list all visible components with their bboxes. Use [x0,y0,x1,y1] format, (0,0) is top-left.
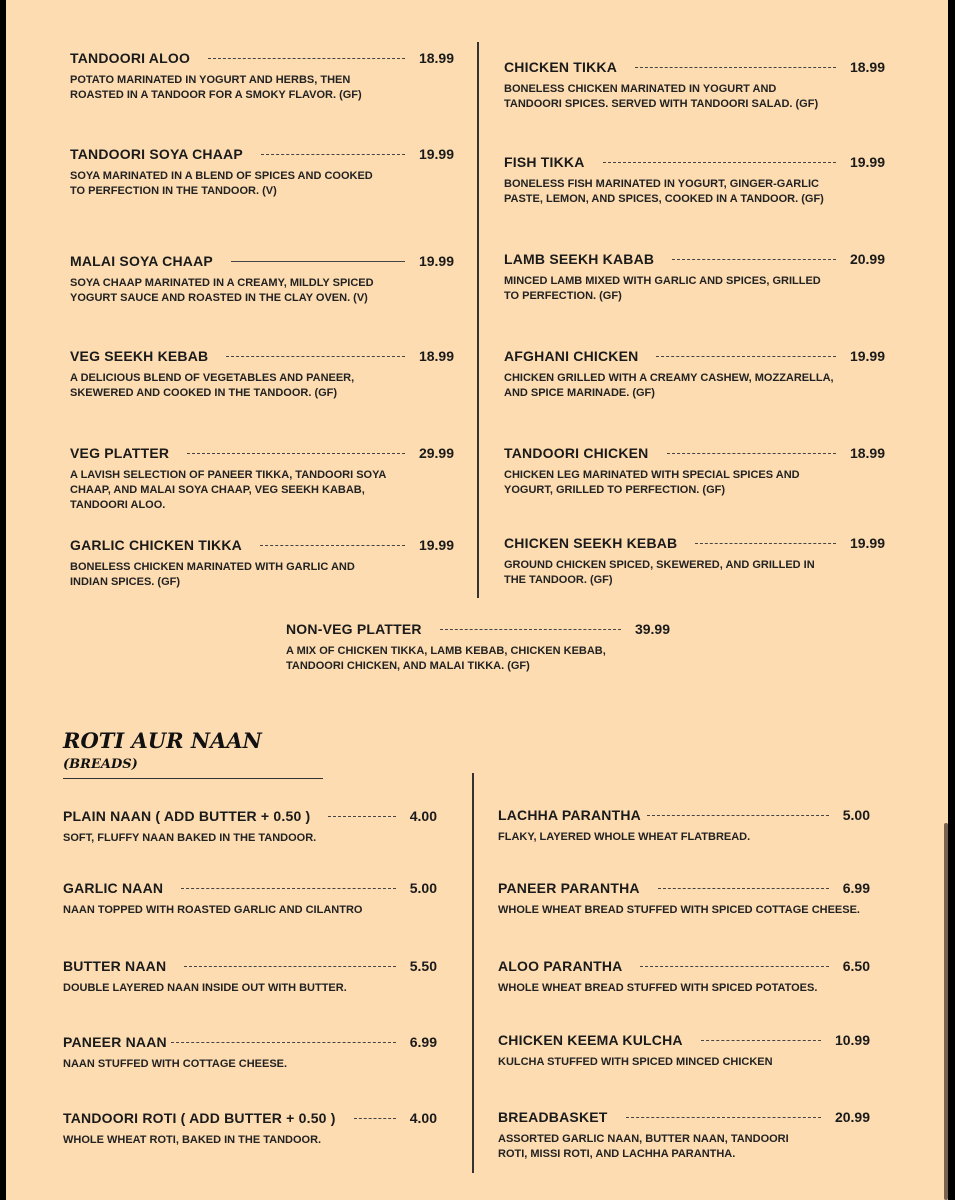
menu-item [63,957,437,996]
menu-item [70,536,454,590]
menu-item [70,252,454,306]
menu-item [498,1031,870,1070]
item-price: 18.99 [849,445,885,461]
item-name: VEG SEEKH KEBAB [70,348,209,364]
menu-page [6,0,948,1200]
item-price: 18.99 [418,348,454,364]
item-description: SOYA CHAAP MARINATED IN A CREAMY, MILDLY SPICED YOGURT SAUCE AND ROASTED IN THE CLAY OVEN. (V) [70,277,374,304]
menu-item [504,153,885,207]
item-price: 19.99 [418,537,454,553]
dotted-leader [658,888,829,889]
item-price: 6.99 [842,880,870,896]
item-name: PANEER PARANTHA [498,880,640,896]
item-price: 4.00 [409,808,437,824]
menu-item [498,806,870,845]
scrollbar-thumb[interactable] [944,823,948,1200]
item-price: 19.99 [418,253,454,269]
item-name: TANDOORI ROTI ( ADD BUTTER + 0.50 ) [63,1110,336,1126]
item-price: 19.99 [849,535,885,551]
item-price: 18.99 [418,50,454,66]
item-name: MALAI SOYA CHAAP [70,253,213,269]
item-name: VEG PLATTER [70,445,170,461]
dotted-leader [260,545,405,546]
column-divider [477,42,479,598]
item-price: 20.99 [834,1109,870,1125]
item-name: NON-VEG PLATTER [286,621,422,637]
item-name: BREADBASKET [498,1109,608,1125]
menu-item [63,1109,437,1148]
item-description: A MIX OF CHICKEN TIKKA, LAMB KEBAB, CHICKEN KEBAB, TANDOORI CHICKEN, AND MALAI TIKKA. (GF) [286,645,606,672]
dotted-leader [640,966,828,967]
menu-item [70,49,454,103]
dotted-leader [672,259,836,260]
dotted-leader [261,154,405,155]
section-title: ROTI AUR NAAN [63,728,262,753]
item-name: FISH TIKKA [504,154,585,170]
dotted-leader [656,356,836,357]
item-name: CHICKEN SEEKH KEBAB [504,535,678,551]
item-description: SOYA MARINATED IN A BLEND OF SPICES AND COOKED TO PERFECTION IN THE TANDOOR. (V) [70,170,373,197]
dotted-leader [171,1042,396,1043]
item-description: CHICKEN GRILLED WITH A CREAMY CASHEW, MOZZARELLA, AND SPICE MARINADE. (GF) [504,372,834,399]
item-price: 10.99 [834,1032,870,1048]
menu-item-featured [286,620,670,674]
item-price: 6.50 [842,958,870,974]
menu-item [70,347,454,401]
dotted-leader [635,67,836,68]
item-description: POTATO MARINATED IN YOGURT AND HERBS, THEN ROASTED IN A TANDOOR FOR A SMOKY FLAVOR. (GF) [70,74,362,101]
item-description: A DELICIOUS BLEND OF VEGETABLES AND PANEER, SKEWERED AND COOKED IN THE TANDOOR. (GF) [70,372,355,399]
item-description: WHOLE WHEAT BREAD STUFFED WITH SPICED COTTAGE CHEESE. [498,904,860,916]
dotted-leader [354,1118,396,1119]
item-name: ALOO PARANTHA [498,958,623,974]
section-heading [63,728,323,779]
menu-item [504,444,885,498]
item-name: PANEER NAAN [63,1034,167,1050]
item-description: BONELESS CHICKEN MARINATED WITH GARLIC AND INDIAN SPICES. (GF) [70,561,355,588]
item-price: 5.50 [409,958,437,974]
item-description: BONELESS CHICKEN MARINATED IN YOGURT AND TANDOORI SPICES. SERVED WITH TANDOORI SALAD. (GF) [504,83,819,110]
item-name: BUTTER NAAN [63,958,167,974]
menu-item [70,145,454,199]
section-subtitle: (BREADS) [63,757,138,772]
item-description: SOFT, FLUFFY NAAN BAKED IN THE TANDOOR. [63,832,317,844]
menu-item [498,1108,870,1162]
item-description: WHOLE WHEAT BREAD STUFFED WITH SPICED POTATOES. [498,982,818,994]
item-name: GARLIC NAAN [63,880,164,896]
item-description: WHOLE WHEAT ROTI, BAKED IN THE TANDOOR. [63,1134,322,1146]
dotted-leader [695,543,836,544]
item-description: CHICKEN LEG MARINATED WITH SPECIAL SPICES AND YOGURT, GRILLED TO PERFECTION. (GF) [504,469,800,496]
item-description: KULCHA STUFFED WITH SPICED MINCED CHICKEN [498,1056,773,1068]
dotted-leader [184,966,395,967]
item-description: BONELESS FISH MARINATED IN YOGURT, GINGER-GARLIC PASTE, LEMON, AND SPICES, COOKED IN A TANDOOR. (GF) [504,178,824,205]
item-price: 19.99 [418,146,454,162]
item-description: NAAN STUFFED WITH COTTAGE CHEESE. [63,1058,288,1070]
dotted-leader [440,629,621,630]
menu-item [504,58,885,112]
item-price: 19.99 [849,154,885,170]
menu-item [63,879,437,918]
dotted-leader [226,356,405,357]
dotted-leader [187,453,405,454]
item-description: ASSORTED GARLIC NAAN, BUTTER NAAN, TANDOORI ROTI, MISSI ROTI, AND LACHHA PARANTHA. [498,1133,789,1160]
item-description: GROUND CHICKEN SPICED, SKEWERED, AND GRILLED IN THE TANDOOR. (GF) [504,559,815,586]
item-name: CHICKEN TIKKA [504,59,618,75]
dotted-leader [181,888,396,889]
menu-item [70,444,454,513]
item-price: 4.00 [409,1110,437,1126]
item-price: 20.99 [849,251,885,267]
item-price: 39.99 [634,621,670,637]
menu-item [504,347,885,401]
menu-item [63,1033,437,1072]
menu-item [498,957,870,996]
item-name: CHICKEN KEEMA KULCHA [498,1032,683,1048]
item-name: PLAIN NAAN ( ADD BUTTER + 0.50 ) [63,808,311,824]
dotted-leader [626,1117,821,1118]
item-price: 6.99 [409,1034,437,1050]
solid-leader [231,261,405,262]
item-name: LACHHA PARANTHA [498,807,641,823]
dotted-leader [667,453,836,454]
item-price: 5.00 [842,807,870,823]
menu-item [504,534,885,588]
item-name: LAMB SEEKH KABAB [504,251,655,267]
item-description: MINCED LAMB MIXED WITH GARLIC AND SPICES, GRILLED TO PERFECTION. (GF) [504,275,821,302]
item-description: FLAKY, LAYERED WHOLE WHEAT FLATBREAD. [498,831,751,843]
dotted-leader [603,162,836,163]
dotted-leader [328,816,395,817]
menu-item [63,807,437,846]
dotted-leader [701,1040,821,1041]
dotted-leader [647,815,829,816]
column-divider [472,773,474,1173]
item-price: 5.00 [409,880,437,896]
menu-item [498,879,870,918]
item-name: TANDOORI ALOO [70,50,191,66]
item-price: 19.99 [849,348,885,364]
item-name: AFGHANI CHICKEN [504,348,639,364]
item-description: NAAN TOPPED WITH ROASTED GARLIC AND CILANTRO [63,904,363,916]
item-name: TANDOORI SOYA CHAAP [70,146,243,162]
menu-item [504,250,885,304]
dotted-leader [208,58,405,59]
item-name: GARLIC CHICKEN TIKKA [70,537,242,553]
item-description: DOUBLE LAYERED NAAN INSIDE OUT WITH BUTTER. [63,982,347,994]
item-price: 29.99 [418,445,454,461]
item-description: A LAVISH SELECTION OF PANEER TIKKA, TANDOORI SOYA CHAAP, AND MALAI SOYA CHAAP, VEG SEEKH KABAB, TANDOORI ALOO. [70,469,386,511]
item-price: 18.99 [849,59,885,75]
item-name: TANDOORI CHICKEN [504,445,649,461]
